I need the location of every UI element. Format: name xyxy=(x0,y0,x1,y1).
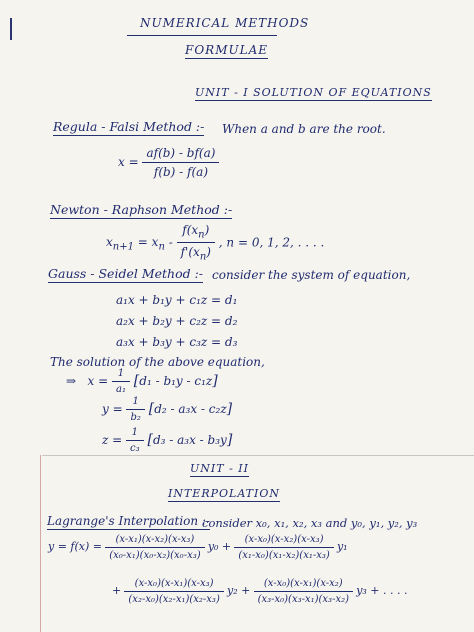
newton-denominator: $f'(x_n)$ xyxy=(180,245,211,263)
regula-lhs: x = xyxy=(118,155,139,169)
solution-note: The solution of the above equation, xyxy=(50,355,265,369)
solution-y: y = $\frac{1}{\text{b₂}}$ [d₂ - a₃x - c₂z] xyxy=(102,396,233,423)
interpolation-heading: INTERPOLATION xyxy=(168,487,281,500)
gauss-eq-2: a₂x + b₂y + c₂z = d₂ xyxy=(116,314,238,328)
lagrange-line-2: + $\frac{\text{(x-x₀)(x-x₁)(x-x₃)}}{\text{(x₂-x₀)(x₂-x₁)(x₂-x₃)}}$ y₂ + $\frac{\text{(x-x₀)(x-x₁)(x-x₂)}}{\text{(x₃-x₀)(x₃-x₁)(x₃-x₂)}}$ y₃ + . . . . xyxy=(112,578,408,605)
regula-denominator: f(b) - f(a) xyxy=(153,165,209,179)
newton-minus: - xyxy=(168,235,173,250)
unit-2-heading: UNIT - II xyxy=(190,462,249,475)
solution-x: ⇒ x = $\frac{1}{\text{a₁}}$ [d₁ - b₁y - c₁z] xyxy=(66,368,218,395)
page-fold-line xyxy=(42,455,474,456)
gauss-eq-1: a₁x + b₁y + c₁z = d₁ xyxy=(116,293,238,307)
regula-falsi-heading: Regula - Falsi Method :- xyxy=(53,119,205,134)
newton-tail: , n = 0, 1, 2, . . . . xyxy=(218,235,325,250)
newton-term: = $x_n$ xyxy=(137,235,165,253)
lagrange-term-2: $\frac{\text{(x-x₀)(x-x₁)(x-x₃)}}{\text{(x₂-x₀)(x₂-x₁)(x₂-x₃)}}$ xyxy=(124,578,223,605)
gauss-seidel-heading: Gauss - Seidel Method :- xyxy=(48,266,204,281)
lagrange-heading: Lagrange's Interpolation :- xyxy=(47,514,211,528)
page-subtitle: FORMULAE xyxy=(185,43,268,57)
solution-z: z = $\frac{1}{\text{c₃}}$ [d₃ - a₃x - b₃y] xyxy=(102,427,233,454)
margin-mark xyxy=(10,18,12,40)
title-underline xyxy=(127,35,277,36)
lagrange-term-1: $\frac{\text{(x-x₀)(x-x₂)(x-x₃)}}{\text{(x₁-x₀)(x₁-x₂)(x₁-x₃)}}$ xyxy=(234,534,333,561)
regula-fraction xyxy=(142,146,219,179)
newton-raphson-formula xyxy=(106,223,324,263)
regula-falsi-formula xyxy=(118,146,219,179)
lagrange-line-1: y = f(x) = $\frac{\text{(x-x₁)(x-x₂)(x-x₃)}}{\text{(x₀-x₁)(x₀-x₂)(x₀-x₃)}}$ y₀ + $\frac{\text{(x-x₀)(x-x₂)(x-x₃)}}{\text{(x₁-x₀)(x₁-x₂)(x₁-x₃)}}$ y₁ xyxy=(48,534,348,561)
unit-1-heading: UNIT - I SOLUTION OF EQUATIONS xyxy=(195,86,432,99)
lagrange-term-0: $\frac{\text{(x-x₁)(x-x₂)(x-x₃)}}{\text{(x₀-x₁)(x₀-x₂)(x₀-x₃)}}$ xyxy=(105,534,204,561)
newton-raphson-heading: Newton - Raphson Method :- xyxy=(50,202,233,217)
page-title: NUMERICAL METHODS xyxy=(140,16,310,30)
gauss-eq-3: a₃x + b₃y + c₃z = d₃ xyxy=(116,335,238,349)
newton-fraction xyxy=(177,223,215,263)
implies-arrow: ⇒ xyxy=(66,374,77,388)
regula-numerator: af(b) - bf(a) xyxy=(142,146,219,163)
red-margin-line xyxy=(40,455,41,632)
lagrange-term-3: $\frac{\text{(x-x₀)(x-x₁)(x-x₂)}}{\text{(x₃-x₀)(x₃-x₁)(x₃-x₂)}}$ xyxy=(254,578,353,605)
lagrange-note: consider x₀, x₁, x₂, x₃ and y₀, y₁, y₂, y₃ xyxy=(202,516,418,530)
gauss-seidel-note: consider the system of equation, xyxy=(212,268,411,282)
regula-falsi-note: When a and b are the root. xyxy=(222,122,386,136)
newton-lhs: $x_{n+1}$ xyxy=(106,235,134,253)
newton-numerator: $f(x_n)$ xyxy=(177,223,215,243)
